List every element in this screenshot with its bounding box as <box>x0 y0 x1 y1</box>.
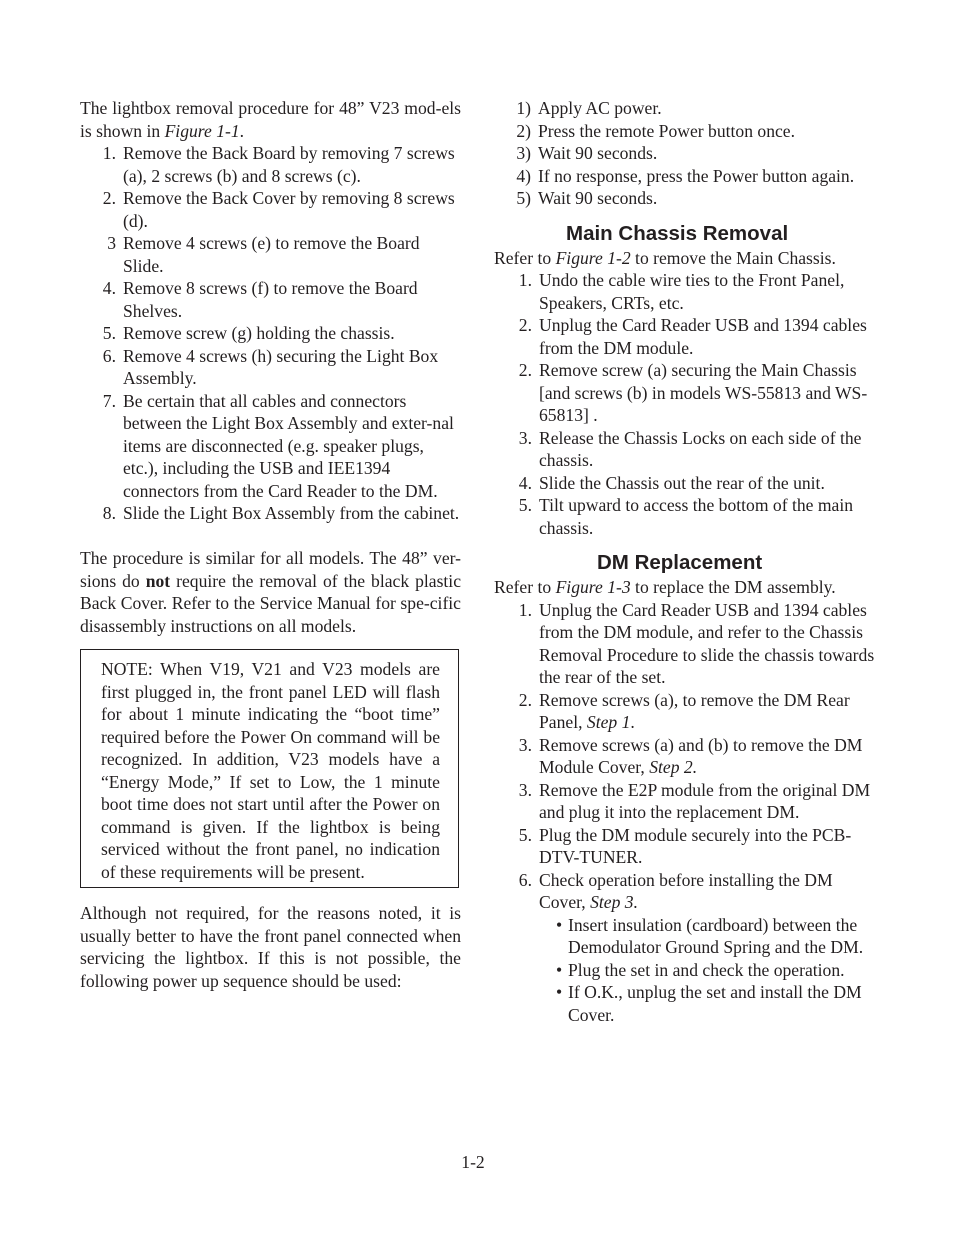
similar-paragraph: The procedure is similar for all models. The 48” ver-sions do not require the removal of the black plastic Back Cover. Refer to the Service Manual for spe-cific disassembly instructions on all models. <box>80 548 462 636</box>
list-item: 1. Unplug the Card Reader USB and 1394 cables from the DM module, and refer to the Chassis Removal Procedure to slide the chassis towards the rear of the set. <box>518 599 875 687</box>
list-item: • Plug the set in and check the operation. <box>556 959 845 980</box>
list-item: 6. Check operation before installing the DM Cover, Step 3. <box>518 869 833 912</box>
list-item: 1) Apply AC power. <box>516 98 662 118</box>
figure-reference: Figure 1-2 <box>555 247 631 268</box>
although-paragraph: Although not required, for the reasons noted, it is usually better to have the front panel connected when servicing the lightbox. If this is not possible, the following power up sequence should be used: <box>80 903 461 991</box>
list-item: 4. Remove 8 screws (f) to remove the Board Shelves. <box>102 278 418 321</box>
list-item: 3. Release the Chassis Locks on each side of the chassis. <box>518 427 862 470</box>
list-item: • If O.K., unplug the set and install the DM Cover. <box>556 982 862 1025</box>
list-item: 2) Press the remote Power button once. <box>516 120 796 141</box>
list-item: 7. Be certain that all cables and connectors between the Light Box Assembly and exter-nal items are disconnected (e.g. speaker plugs, etc.), including the USB and IEE1394 connectors from the Card Reader to the DM. <box>102 390 454 501</box>
list-item: 3 Remove 4 screws (e) to remove the Board Slide. <box>107 233 420 276</box>
list-item: 3. Remove the E2P module from the original DM and plug it into the replacement DM. <box>518 779 871 822</box>
dm-replacement-heading: DM Replacement <box>597 551 763 574</box>
list-item: • Insert insulation (cardboard) between the Demodulator Ground Spring and the DM. <box>556 914 864 957</box>
intro-paragraph <box>80 97 461 142</box>
main-chassis-heading: Main Chassis Removal <box>566 221 789 245</box>
page-number: 1-2 <box>461 1152 485 1172</box>
list-item: 6. Remove 4 screws (h) securing the Light Box Assembly. <box>102 345 439 388</box>
lightbox-removal-steps <box>80 142 461 525</box>
list-item: 2. Remove the Back Cover by removing 8 screws (d). <box>102 188 455 231</box>
list-item: 3. Remove screws (a) and (b) to remove the DM Module Cover, Step 2. <box>518 734 863 777</box>
dm-intro: Refer to Figure 1-3 to replace the DM assembly. <box>494 577 836 597</box>
bullet-icon: • <box>556 914 563 935</box>
list-item: 4. Slide the Chassis out the rear of the unit. <box>518 472 825 493</box>
bold-not: not <box>145 570 171 591</box>
figure-reference: Figure 1-3 <box>555 577 631 597</box>
note-text: NOTE: When V19, V21 and V23 models are first plugged in, the front panel LED will flash for about 1 minute indicating the “boot time” required before the Power On command will be recognized. In addition, V23 models have a “Energy Mode,” If set to Low, the 1 minute boot time does not start until after the Power on command is given. If the lightbox is being serviced without the front panel, no indication of these requirements will be present. <box>101 659 440 882</box>
bullet-icon: • <box>556 982 563 1002</box>
note-box <box>80 649 459 888</box>
list-item: 3) Wait 90 seconds. <box>516 143 658 163</box>
intro-end: . <box>239 120 245 141</box>
list-item: 8. Slide the Light Box Assembly from the cabinet. <box>102 503 460 523</box>
dm-replacement-steps <box>494 599 880 914</box>
list-item: 1. Undo the cable wire ties to the Front Panel, Speakers, CRTs, etc. <box>518 270 845 313</box>
bullet-icon: • <box>556 959 563 980</box>
figure-reference: Figure 1-1 <box>164 120 240 141</box>
left-column <box>80 97 461 992</box>
power-up-sequence <box>494 97 880 210</box>
list-item: 1. Remove the Back Board by removing 7 screws (a), 2 screws (b) and 8 screws (c). <box>102 143 455 186</box>
list-item: 5. Plug the DM module securely into the PCB-DTV-TUNER. <box>518 824 852 867</box>
list-item: 2. Unplug the Card Reader USB and 1394 cables from the DM module. <box>518 315 867 358</box>
list-item: 5. Remove screw (g) holding the chassis. <box>102 323 395 343</box>
intro-text: The lightbox removal procedure for 48” V23 mod-els is shown in <box>80 98 461 141</box>
dm-check-bullets <box>494 914 880 1027</box>
list-item: 4) If no response, press the Power button again. <box>516 165 855 186</box>
right-column <box>494 97 880 1026</box>
main-chassis-steps <box>494 269 880 539</box>
list-item: 5. Tilt upward to access the bottom of the main chassis. <box>518 495 854 538</box>
main-chassis-intro: Refer to Figure 1-2 to remove the Main Chassis. <box>494 247 836 268</box>
list-item: 2. Remove screw (a) securing the Main Chassis [and screws (b) in models WS-55813 and WS-65813] . <box>518 360 868 425</box>
list-item: 5) Wait 90 seconds. <box>516 188 658 208</box>
list-item: 2. Remove screws (a), to remove the DM Rear Panel, Step 1. <box>518 689 850 732</box>
